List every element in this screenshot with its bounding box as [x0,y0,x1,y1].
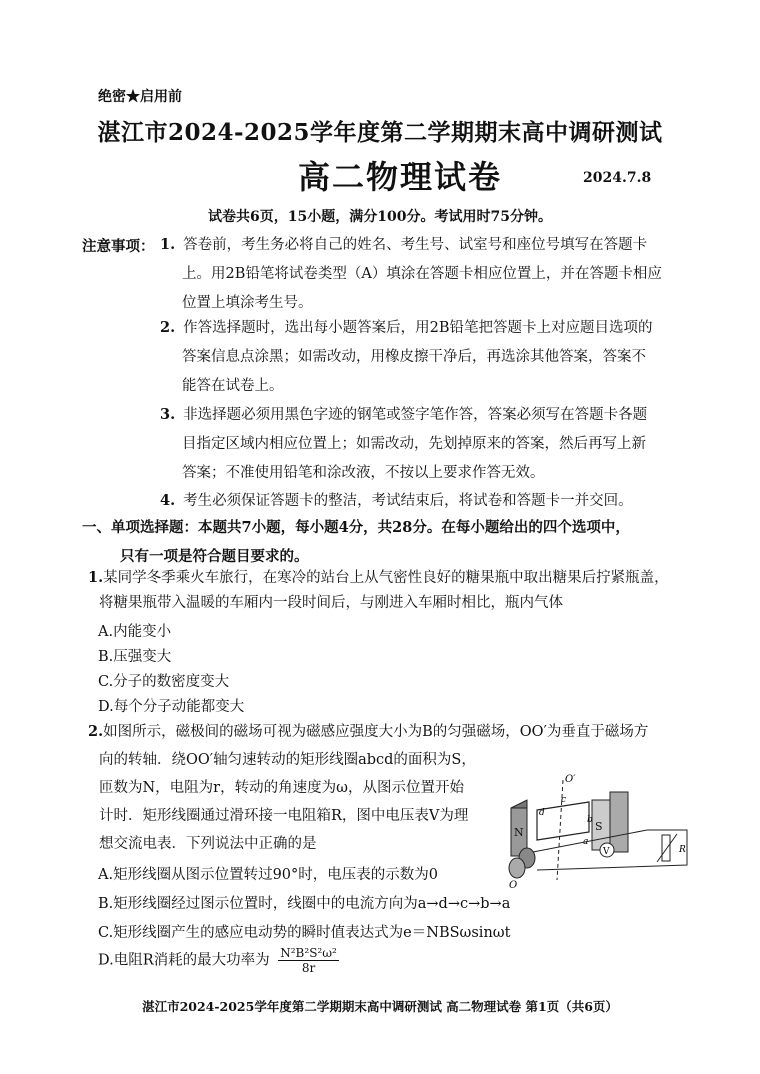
section-line: 只有一项是符合题目要求的。 [120,548,309,565]
label-c: c [561,795,567,805]
exam-title: 湛江市2024-2025学年度第二学期期末高中调研测试 [97,119,663,146]
option-d-prefix: D.电阻R消耗的最大功率为 [98,952,270,969]
label-s: S [595,820,603,833]
notice-line: 作答选择题时，选出每小题答案后，用2B铅笔把答题卡上对应题目选项的 [183,320,653,336]
question-text: 将糖果瓶带入温暖的车厢内一段时间后，与刚进入车厢时相比，瓶内气体 [99,595,563,611]
q2-option-a: A.矩形线圈从图示位置转过90°时，电压表的示数为0 [98,867,439,883]
notice-item-2 [160,313,680,401]
notice-item-3 [160,400,680,488]
label-n: N [514,826,524,839]
question-number: 1. [88,569,104,586]
fraction-numerator: N²B²S²ω² [280,946,337,960]
q2-option-c: C.矩形线圈产生的感应电动势的瞬时值表达式为e＝NBSωsinωt [98,925,511,941]
notice-line: 能答在试卷上。 [182,378,284,394]
question-1 [88,565,669,616]
page-footer: 湛江市2024-2025学年度第二学期期末高中调研测试 高二物理试卷 第1页（共6页） [142,999,618,1014]
question-text: 向的转轴．绕OO′轴匀速转动的矩形线圈abcd的面积为S， [99,752,476,768]
slip-ring-2 [509,858,525,878]
question-text: 如图所示，磁极间的磁场可视为磁感应强度大小为B的匀强磁场，OO′为垂直于磁场方 [103,724,649,740]
exam-date: 2024.7.8 [583,170,652,186]
notice-line: 答卷前，考生务必将自己的姓名、考生号、试室号和座位号填写在答题卡 [183,237,648,253]
power-fraction [278,946,339,975]
q1-option-c: C.分子的数密度变大 [98,674,230,690]
paper-title: 高二物理试卷 [298,158,503,196]
notice-line: 答案信息点涂黑；如需改动，用橡皮擦干净后，再选涂其他答案，答案不 [182,349,646,365]
notice-num: 1. [160,236,176,253]
resistor-box [662,835,670,861]
south-pole-body [610,792,628,852]
q1-option-d: D.每个分子动能都变大 [98,699,245,715]
notice-line: 位置上填涂考生号。 [182,295,313,311]
label-a: a [583,837,589,847]
notice-num: 4. [160,492,176,509]
question-text: 想交流电表．下列说法中正确的是 [99,836,317,852]
notice-line: 上。用2B铅笔将试卷类型（A）填涂在答题卡相应位置上，并在答题卡相应 [182,266,662,282]
notice-line: 考生必须保证答题卡的整洁，考试结束后，将试卷和答题卡一并交回。 [183,493,633,509]
exam-info: 试卷共6页，15小题，满分100分。考试用时75分钟。 [208,209,552,225]
question-text: 匝数为N，电阻为r，转动的角速度为ω，从图示位置开始 [99,780,464,796]
confidential-mark: 绝密★启用前 [98,89,182,105]
question-text: 某同学冬季乘火车旅行，在寒冷的站台上从气密性良好的糖果瓶中取出糖果后拧紧瓶盖， [103,570,669,586]
generator-figure [497,770,697,890]
q2-option-d [98,946,339,975]
coil [537,802,589,840]
notice-line: 答案；不准使用铅笔和涂改液，不按以上要求作答无效。 [182,465,545,481]
q1-option-b: B.压强变大 [98,649,172,665]
q1-option-a: A.内能变小 [98,624,172,640]
label-v: V [603,847,610,857]
notice-line: 目指定区域内相应位置上；如需改动，先划掉原来的答案，然后再写上新 [182,436,646,452]
q2-option-b: B.矩形线圈经过图示位置时，线圈中的电流方向为a→d→c→b→a [98,896,511,912]
notice-item-1 [160,230,680,318]
question-number: 2. [88,723,104,740]
label-o-top: O′ [565,774,576,785]
label-d: d [539,808,545,818]
section-line: 一、单项选择题：本题共7小题，每小题4分，共28分。在每小题给出的四个选项中， [82,519,630,536]
label-r: R [679,845,686,855]
label-b: b [587,815,593,825]
notice-num: 2. [160,319,176,336]
notice-num: 3. [160,406,176,423]
notice-line: 非选择题必须用黑色字迹的钢笔或签字笔作答，答案必须写在答题卡各题 [183,407,648,423]
section-heading [82,513,630,571]
notice-label: 注意事项： [82,238,155,255]
question-text: 计时．矩形线圈通过滑环接一电阻箱R，图中电压表V为理 [99,808,469,824]
fraction-denominator: 8r [301,961,316,975]
label-o-bottom: O [509,880,518,890]
notice-item-4 [160,486,680,516]
